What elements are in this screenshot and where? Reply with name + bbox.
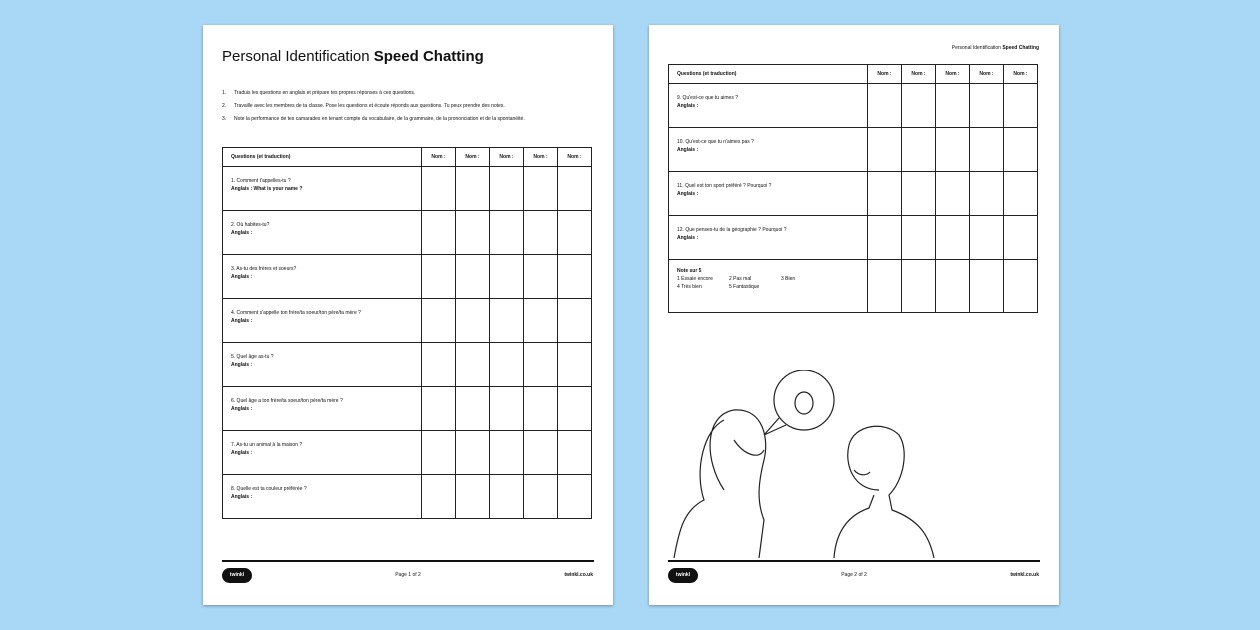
name-header: Nom : xyxy=(868,65,902,84)
question-text: 9. Qu'est-ce que tu aimes ? xyxy=(677,95,738,101)
question-text: 6. Quel âge a ton frère/ta soeur/ton père/ta mère ? xyxy=(231,398,343,404)
footer-rule xyxy=(222,560,594,562)
score-cell[interactable] xyxy=(490,343,524,387)
page-title xyxy=(222,48,484,65)
score-cell[interactable] xyxy=(456,431,490,475)
score-cell[interactable] xyxy=(902,260,936,313)
name-header: Nom : xyxy=(1004,65,1038,84)
score-cell[interactable] xyxy=(868,84,902,128)
table-header-row xyxy=(223,148,592,167)
question-cell xyxy=(669,216,868,260)
score-cell[interactable] xyxy=(490,211,524,255)
instruction-text: Travaille avec les membres de ta classe. Pose les questions et écoute réponds aux questions. Tu peux prendre des notes. xyxy=(234,103,505,109)
scale-item: 1 Essaie encore xyxy=(677,276,713,282)
score-cell[interactable] xyxy=(970,260,1004,313)
scale-item: 5 Fantastique xyxy=(729,284,760,290)
question-cell xyxy=(223,387,422,431)
site-url: twinkl.co.uk xyxy=(1010,572,1039,578)
question-text: 5. Quel âge as-tu ? xyxy=(231,354,274,360)
twinkl-logo: twinkl xyxy=(222,568,252,583)
translation-text: Anglais : xyxy=(231,318,253,324)
score-cell[interactable] xyxy=(524,431,558,475)
score-cell[interactable] xyxy=(524,255,558,299)
title-light: Personal Identification xyxy=(222,48,374,65)
score-cell[interactable] xyxy=(490,255,524,299)
score-cell[interactable] xyxy=(422,387,456,431)
score-cell[interactable] xyxy=(558,211,592,255)
score-cell[interactable] xyxy=(524,211,558,255)
scale-item: 3 Bien xyxy=(781,276,796,282)
instructions xyxy=(222,87,594,126)
score-cell[interactable] xyxy=(490,387,524,431)
translation-text: Anglais : xyxy=(677,191,699,197)
score-cell[interactable] xyxy=(1004,128,1038,172)
question-text: 4. Comment s'appelle ton frère/ta soeur/ton père/ta mère ? xyxy=(231,310,361,316)
translation-text: Anglais : xyxy=(231,406,253,412)
table-row xyxy=(669,216,1038,260)
score-cell[interactable] xyxy=(456,475,490,519)
boy-figure xyxy=(834,426,934,558)
two-people-chatting-illustration xyxy=(664,370,964,560)
translation-text: Anglais : xyxy=(231,274,253,280)
score-cell[interactable] xyxy=(422,255,456,299)
score-cell[interactable] xyxy=(524,475,558,519)
score-cell[interactable] xyxy=(456,299,490,343)
table-row xyxy=(223,211,592,255)
score-cell[interactable] xyxy=(558,255,592,299)
table-row xyxy=(223,431,592,475)
score-cell[interactable] xyxy=(902,172,936,216)
instruction-number: 2. xyxy=(222,103,227,109)
question-text: 8. Quelle est ta couleur préférée ? xyxy=(231,486,307,492)
score-cell[interactable] xyxy=(902,84,936,128)
score-cell[interactable] xyxy=(490,167,524,211)
table-row xyxy=(223,475,592,519)
score-cell[interactable] xyxy=(490,431,524,475)
translation-text: Anglais : xyxy=(231,494,253,500)
running-head xyxy=(952,45,1039,51)
question-text: 1. Comment t'appelles-tu ? xyxy=(231,178,291,184)
score-cell[interactable] xyxy=(868,128,902,172)
question-text: 2. Où habites-tu? xyxy=(231,222,270,228)
questions-table-1 xyxy=(222,147,592,519)
name-header: Nom : xyxy=(936,65,970,84)
name-header: Nom : xyxy=(902,65,936,84)
page-number: Page 1 of 2 xyxy=(395,572,421,578)
question-cell xyxy=(223,299,422,343)
questions-header: Questions (et traduction) xyxy=(669,65,868,84)
score-cell[interactable] xyxy=(422,167,456,211)
score-cell[interactable] xyxy=(970,128,1004,172)
note-title: Note sur 5 xyxy=(677,268,702,274)
table-row xyxy=(223,299,592,343)
instruction-item xyxy=(222,87,594,100)
footer-rule xyxy=(668,560,1040,562)
table-row xyxy=(669,172,1038,216)
rating-scale-cell xyxy=(669,260,868,313)
score-cell[interactable] xyxy=(868,172,902,216)
score-cell[interactable] xyxy=(558,431,592,475)
score-cell[interactable] xyxy=(422,343,456,387)
site-url: twinkl.co.uk xyxy=(564,572,593,578)
question-cell xyxy=(669,172,868,216)
worksheet-page-2 xyxy=(649,25,1059,605)
hamster-icon xyxy=(795,392,813,414)
score-cell[interactable] xyxy=(902,216,936,260)
running-head-light: Personal Identification xyxy=(951,45,1003,51)
instruction-text: Note la performance de tes camarades en tenant compte du vocabulaire, de la grammaire, de la prononciation et de la spontanéité. xyxy=(234,116,525,122)
speech-bubble xyxy=(774,370,834,430)
score-cell[interactable] xyxy=(902,128,936,172)
translation-text: Anglais : xyxy=(231,230,253,236)
question-cell xyxy=(669,128,868,172)
table-header-row xyxy=(669,65,1038,84)
scale-line xyxy=(677,275,867,283)
score-cell[interactable] xyxy=(422,299,456,343)
question-text: 11. Quel est ton sport préféré ? Pourquoi ? xyxy=(677,183,772,189)
question-text: 3. As-tu des frères et soeurs? xyxy=(231,266,297,272)
score-cell[interactable] xyxy=(422,475,456,519)
name-header: Nom : xyxy=(456,148,490,167)
score-cell[interactable] xyxy=(490,299,524,343)
translation-text: Anglais : xyxy=(677,103,699,109)
worksheet-page-1 xyxy=(203,25,613,605)
score-cell[interactable] xyxy=(456,387,490,431)
score-cell[interactable] xyxy=(524,387,558,431)
score-cell[interactable] xyxy=(524,299,558,343)
score-cell[interactable] xyxy=(456,211,490,255)
score-cell[interactable] xyxy=(1004,216,1038,260)
table-row xyxy=(223,387,592,431)
scale-item: 2 Pas mal xyxy=(729,276,752,282)
question-text: 12. Que penses-tu de la géographie ? Pourquoi ? xyxy=(677,227,787,233)
score-cell[interactable] xyxy=(456,255,490,299)
table-row xyxy=(669,128,1038,172)
score-cell[interactable] xyxy=(868,260,902,313)
girl-smile xyxy=(734,440,764,455)
score-cell[interactable] xyxy=(936,84,970,128)
score-cell[interactable] xyxy=(970,172,1004,216)
instruction-number: 3. xyxy=(222,116,227,122)
score-cell[interactable] xyxy=(456,167,490,211)
score-cell[interactable] xyxy=(558,343,592,387)
name-header: Nom : xyxy=(970,65,1004,84)
instruction-item xyxy=(222,100,594,113)
girl-figure xyxy=(674,410,766,558)
running-head-bold: Speed Chatting xyxy=(1002,45,1039,51)
name-header: Nom : xyxy=(490,148,524,167)
translation-text: Anglais : xyxy=(677,147,699,153)
score-cell[interactable] xyxy=(868,216,902,260)
boy-smile xyxy=(854,470,870,475)
name-header: Nom : xyxy=(558,148,592,167)
questions-header: Questions (et traduction) xyxy=(223,148,422,167)
score-cell[interactable] xyxy=(456,343,490,387)
score-cell[interactable] xyxy=(936,260,970,313)
score-cell[interactable] xyxy=(970,216,1004,260)
score-cell[interactable] xyxy=(1004,84,1038,128)
question-cell xyxy=(223,431,422,475)
score-cell[interactable] xyxy=(490,475,524,519)
question-text: 7. As-tu un animal à la maison ? xyxy=(231,442,303,448)
translation-text: Anglais : What is your name ? xyxy=(231,186,303,192)
score-cell[interactable] xyxy=(524,167,558,211)
translation-text: Anglais : xyxy=(231,362,253,368)
score-cell[interactable] xyxy=(558,387,592,431)
table-row xyxy=(223,343,592,387)
name-header: Nom : xyxy=(524,148,558,167)
question-cell xyxy=(223,167,422,211)
score-cell[interactable] xyxy=(422,431,456,475)
page-number: Page 2 of 2 xyxy=(841,572,867,578)
question-cell xyxy=(223,255,422,299)
scale-item: 4 Très bien xyxy=(677,284,702,290)
score-cell[interactable] xyxy=(558,167,592,211)
instruction-item xyxy=(222,113,594,126)
table-row xyxy=(669,84,1038,128)
score-cell[interactable] xyxy=(558,475,592,519)
instruction-text: Traduis les questions en anglais et prépare tes propres réponses à ces questions. xyxy=(234,90,416,96)
score-cell[interactable] xyxy=(1004,260,1038,313)
rating-scale-row xyxy=(669,260,1038,313)
twinkl-logo: twinkl xyxy=(668,568,698,583)
score-cell[interactable] xyxy=(558,299,592,343)
question-cell xyxy=(223,211,422,255)
title-bold: Speed Chatting xyxy=(373,48,484,65)
questions-table-2 xyxy=(668,64,1038,313)
question-text: 10. Qu'est-ce que tu n'aimes pas ? xyxy=(677,139,754,145)
score-cell[interactable] xyxy=(1004,172,1038,216)
score-cell[interactable] xyxy=(936,216,970,260)
score-cell[interactable] xyxy=(936,172,970,216)
translation-text: Anglais : xyxy=(677,235,699,241)
translation-text: Anglais : xyxy=(231,450,253,456)
scale-line xyxy=(677,283,867,291)
instruction-number: 1. xyxy=(222,90,227,96)
name-header: Nom : xyxy=(422,148,456,167)
score-cell[interactable] xyxy=(422,211,456,255)
score-cell[interactable] xyxy=(524,343,558,387)
score-cell[interactable] xyxy=(970,84,1004,128)
question-cell xyxy=(223,475,422,519)
table-row xyxy=(223,255,592,299)
question-cell xyxy=(669,84,868,128)
question-cell xyxy=(223,343,422,387)
table-row xyxy=(223,167,592,211)
score-cell[interactable] xyxy=(936,128,970,172)
